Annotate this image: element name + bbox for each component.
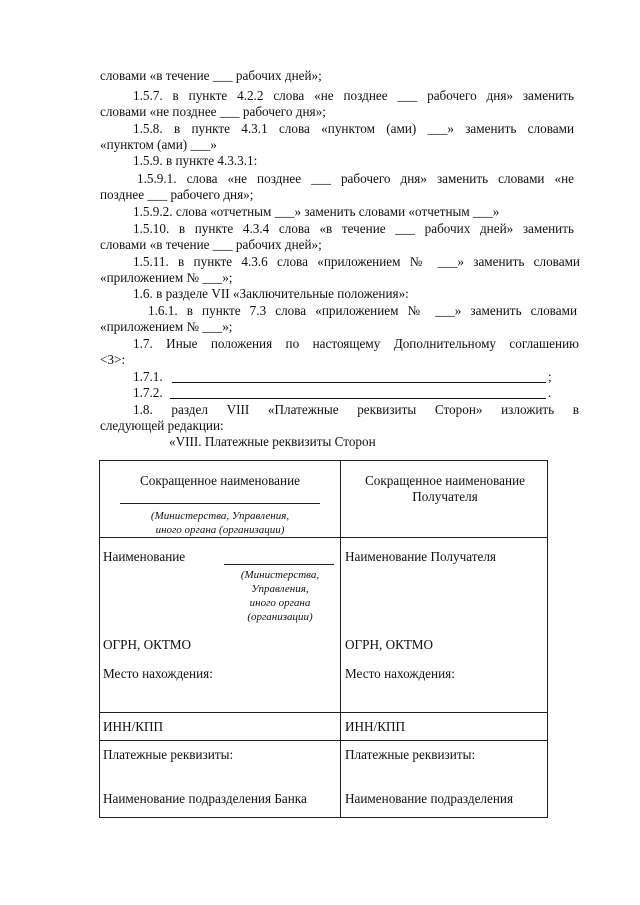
right-inn-label: ИНН/КПП bbox=[345, 719, 406, 734]
text-line: словами «в течение ___ рабочих дней»; bbox=[100, 68, 322, 83]
item-label: 1.7.2. bbox=[133, 385, 163, 400]
text-line: 1.5.9.2. слова «отчетным ___» заменить словами «отчетным ___» bbox=[133, 204, 500, 219]
left-payment-label: Платежные реквизиты: bbox=[103, 747, 234, 762]
payment-details-table bbox=[99, 460, 548, 818]
right-name-label: Наименование Получателя bbox=[345, 549, 496, 564]
text-line: «пунктом (ами) ___» bbox=[100, 137, 217, 152]
left-name-underline bbox=[224, 564, 334, 565]
table-divider bbox=[340, 461, 341, 817]
left-header-title: Сокращенное наименование bbox=[140, 473, 300, 488]
blank-fill-line bbox=[172, 382, 546, 383]
text-line: 1.5.8. в пункте 4.3.1 слова «пунктом (ами) ___» заменить словами bbox=[133, 121, 574, 136]
text-line: 1.8. раздел VIII «Платежные реквизиты Сторон» изложить в bbox=[133, 402, 579, 417]
text-line: 1.5.7. в пункте 4.2.2 слова «не позднее ___ рабочего дня» заменить bbox=[133, 88, 574, 103]
blank-fill-line bbox=[170, 398, 546, 399]
text-line: следующей редакции: bbox=[100, 418, 224, 433]
text-line: 1.5.9. в пункте 4.3.3.1: bbox=[133, 153, 258, 168]
left-inn-label: ИНН/КПП bbox=[103, 719, 164, 734]
item-punct: . bbox=[548, 385, 552, 400]
left-header-note: иного органа (организации) bbox=[155, 524, 285, 536]
table-row-divider bbox=[100, 740, 547, 741]
left-name-note: Управления, bbox=[251, 583, 309, 595]
left-header-note: (Министерства, Управления, bbox=[150, 510, 290, 522]
item-punct: ; bbox=[548, 369, 552, 384]
text-line: «приложением № ___»; bbox=[100, 270, 233, 285]
text-line: 1.5.9.1. слова «не позднее ___ рабочего дня» заменить словами «не bbox=[137, 171, 574, 186]
section-heading: «VIII. Платежные реквизиты Сторон bbox=[169, 434, 376, 449]
right-location-label: Место нахождения: bbox=[345, 666, 455, 681]
text-line: позднее ___ рабочего дня»; bbox=[100, 187, 254, 202]
left-name-label: Наименование bbox=[103, 549, 186, 564]
item-label: 1.7.1. bbox=[133, 369, 163, 384]
left-ogrn-label: ОГРН, ОКТМО bbox=[103, 637, 192, 652]
text-line: «приложением № ___»; bbox=[100, 319, 233, 334]
right-header-title: Получателя bbox=[412, 489, 478, 504]
table-row-divider bbox=[100, 537, 547, 538]
left-location-label: Место нахождения: bbox=[103, 666, 213, 681]
text-line: 1.5.11. в пункте 4.3.6 слова «приложением № ___» заменить словами bbox=[133, 254, 580, 269]
text-line: 1.6. в разделе VII «Заключительные положения»: bbox=[133, 286, 409, 301]
text-line: 1.5.10. в пункте 4.3.4 слова «в течение ___ рабочих дней» заменить bbox=[133, 221, 574, 236]
right-bank-label: Наименование подразделения bbox=[345, 791, 514, 806]
text-line: словами «не позднее ___ рабочего дня»; bbox=[100, 104, 326, 119]
left-name-note: (организации) bbox=[247, 611, 313, 623]
table-row-divider bbox=[100, 712, 547, 713]
text-line: 1.6.1. в пункте 7.3 слова «приложением № ___» заменить словами bbox=[148, 303, 577, 318]
left-name-note: иного органа bbox=[249, 597, 311, 609]
left-header-underline bbox=[120, 503, 320, 504]
left-bank-label: Наименование подразделения Банка bbox=[103, 791, 307, 806]
right-header-title: Сокращенное наименование bbox=[365, 473, 525, 488]
text-line: словами «в течение ___ рабочих дней»; bbox=[100, 237, 322, 252]
text-line: 1.7. Иные положения по настоящему Дополнительному соглашению bbox=[133, 336, 579, 351]
right-ogrn-label: ОГРН, ОКТМО bbox=[345, 637, 434, 652]
right-payment-label: Платежные реквизиты: bbox=[345, 747, 476, 762]
left-name-note: (Министерства, bbox=[240, 569, 320, 581]
text-line: <3>: bbox=[100, 352, 126, 367]
